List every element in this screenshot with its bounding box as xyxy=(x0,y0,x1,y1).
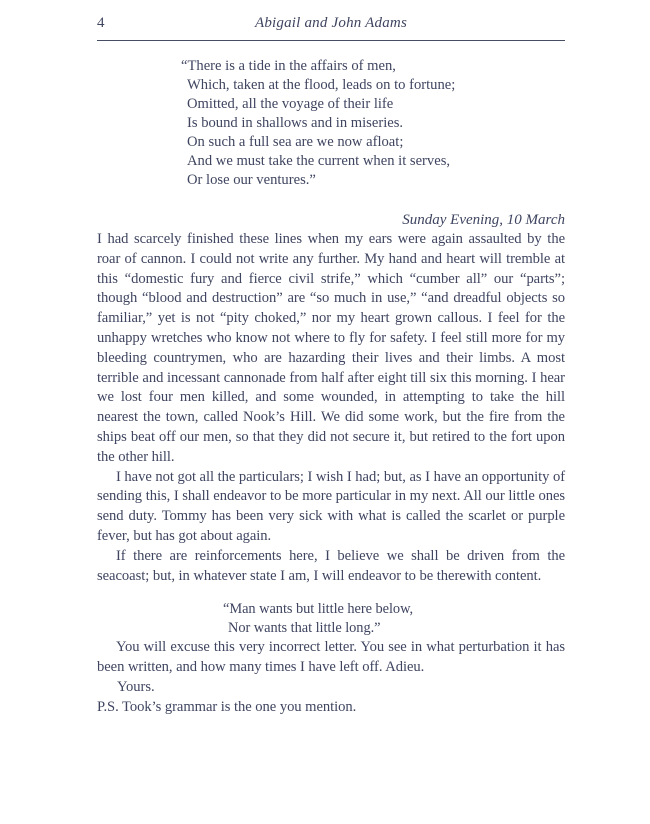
dateline: Sunday Evening, 10 March xyxy=(402,212,565,228)
verse-quote xyxy=(223,600,565,638)
verse-line: “There is a tide in the affairs of men, xyxy=(181,58,396,74)
verse-line: “Man wants but little here below, xyxy=(223,601,414,618)
letter-paragraph: If there are reinforcements here, I believe we shall be driven from the seacoast; but, in whatever state I am, I will endeavor to be therewith content. xyxy=(97,547,565,584)
verse-line: On such a full sea are we now afloat; xyxy=(187,134,404,150)
verse-line: Which, taken at the flood, leads on to fortune; xyxy=(187,77,456,93)
verse-line: And we must take the current when it serves, xyxy=(187,153,451,169)
verse-line: Or lose our ventures.” xyxy=(187,172,316,188)
running-title: Abigail and John Adams xyxy=(254,15,408,31)
signature: Yours. xyxy=(117,678,155,695)
letter-body xyxy=(97,230,565,718)
running-head xyxy=(97,10,565,41)
verse-line: Nor wants that little long.” xyxy=(228,620,381,637)
letter-paragraph: I had scarcely finished these lines when my ears were again assaulted by the roar of cannon. I could not write any further. My hand and heart will tremble at this “domestic fury and fierce civil strife,” which “cumber all” our “parts”; though “blood and destruction” are “so much in use,” “and dreadful objects so familiar,” yet is not “pity choked,” nor my heart grown callous. I feel for the unhappy wretches who know not where to fly for safety. I feel still more for my bleeding countrymen, who are hazarding their lives and their limbs. A most terrible and incessant cannonade from half after eight till six this morning. I hear we lost four men killed, and some wounded, in attempting to take the hill nearest the town, called Nook’s Hill. We did some work, but the fire from the ships beat off our men, so that they did not secure it, but retired to the fort upon the other hill. xyxy=(97,231,565,465)
postscript: P.S. Took’s grammar is the one you mention. xyxy=(97,698,357,715)
verse-line: Is bound in shallows and in miseries. xyxy=(187,115,404,131)
letter-paragraph: You will excuse this very incorrect letter. You see in what perturbation it has been written, and how many times I have left off. Adieu. xyxy=(97,639,565,676)
verse-line: Omitted, all the voyage of their life xyxy=(187,96,394,112)
verse-quote xyxy=(181,57,565,190)
page-number: 4 xyxy=(97,15,105,31)
letter-paragraph: I have not got all the particulars; I wish I had; but, as I have an opportunity of sending this, I shall endeavor to be more particular in my next. All our little ones send duty. Tommy has been very sick with what is called the scarlet or purple fever, but has got about again. xyxy=(97,468,565,544)
